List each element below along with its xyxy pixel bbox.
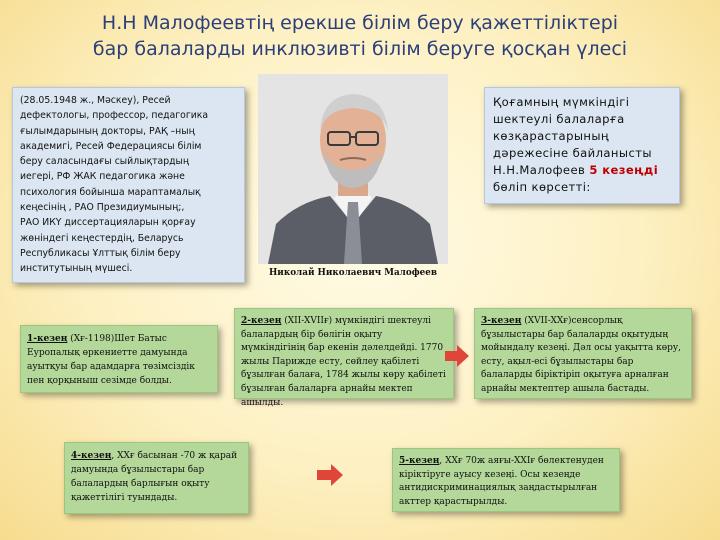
assessment-text: Қоғамның мүмкіндігі шектеулі балаларға көзқарастарының дәрежесіне байланысты Н.Н.Малофеев — [493, 95, 652, 177]
stage-4-text: , XXғ басынан -70 ж қарай дамуында бұзылыстары бар балалардың барлығын оқыту қажеттілігі туындады. — [71, 451, 238, 503]
biography-box — [12, 87, 245, 283]
stage-1-label: 1-кезең — [27, 334, 68, 344]
bio-line: психология бойынша мараптамалық — [20, 186, 201, 198]
bio-line: дефектологы, профессор, педагогика — [20, 110, 209, 122]
arrow-right-icon — [444, 343, 470, 369]
arrow-right-icon — [316, 462, 344, 488]
stage-2-text: (XII-XVIIғ) мүмкіндігі шектеулі балалардың бір бөлігін оқыту мүмкіндігінің бар екенін дәлелдейді. 1770 жылы Парижде есту, сөйлеу қабілеті бұзылған балаға, 1784 жылы көру қабілеті бұзылған балаларға арнайы мектеп ашылды. — [241, 316, 446, 408]
bio-line: кеңесінің , РАО Президиумының;, — [20, 202, 185, 214]
assessment-highlight: 5 кезеңді — [589, 163, 659, 177]
stage-2-label: 2-кезең — [241, 316, 282, 326]
bio-line: иегері, РФ ЖАК педагогика және — [20, 171, 185, 183]
bio-line: академигі, Ресей Федерациясы білім — [20, 140, 202, 152]
bio-line: (28.05.1948 ж., Мәскеу), Ресей — [20, 95, 171, 106]
portrait-illustration — [258, 74, 448, 264]
stage-2-box — [234, 308, 454, 408]
assessment-box — [484, 87, 680, 204]
slide-title — [60, 10, 660, 62]
stage-1-box — [20, 325, 218, 393]
stage-1-text: (Хғ-1198)Шет Батыс Еуропалық өркениетте дамуында ауытқуы бар адамдарға төзімсіздік пен қорқыныш сезімде болды. — [27, 334, 195, 386]
portrait-photo — [258, 74, 448, 264]
bio-line: РАО ИКҮ диссертацияларын қорғау — [20, 217, 196, 229]
stage-4-box — [64, 442, 249, 514]
bio-line: жөніндегі кеңестердің, Беларусь — [20, 232, 184, 244]
bio-line: ғылымдарының докторы, РАҚ –ның — [20, 125, 195, 137]
stage-5-label: 5-кезең — [399, 456, 440, 466]
stage-5-text: , XXғ 70ж аяғы-XXIғ бөлектенуден кіріктіруге ауысу кезеңі. Осы кезеңде антидискриминациялық заңдастырылған акттер қарастырылды. — [399, 456, 604, 507]
assessment-tail: бөліп көрсетті: — [493, 180, 591, 194]
title-line-2: бар балаларды инклюзивті білім беруге қосқан үлесі — [92, 38, 628, 60]
bio-line: беру саласындағы сыйлықтардың — [20, 156, 190, 168]
stage-3-box — [474, 308, 692, 399]
stage-3-label: 3-кезең — [481, 316, 522, 326]
bio-line: Республикасы Ұлттық білім беру — [20, 247, 181, 259]
stage-3-text: (XVII-XXғ)сенсорлық бұзылыстары бар балаларды оқытудың мойындалу кезеңі. Дәл осы уақытта көру, есту, ақыл-есі бұзылыстары бар балаларды біріктіріп оқытуға арналған арнайы мектептер ашыла бастады. — [481, 316, 682, 394]
title-line-1: Н.Н Малофеевтің ерекше білім беру қажеттіліктері — [101, 12, 619, 34]
photo-caption: Николай Николаевич Малофеев — [269, 268, 437, 278]
stage-4-label: 4-кезең — [71, 451, 112, 461]
stage-5-box — [392, 448, 620, 512]
bio-line: институтының мүшесі. — [20, 263, 133, 275]
